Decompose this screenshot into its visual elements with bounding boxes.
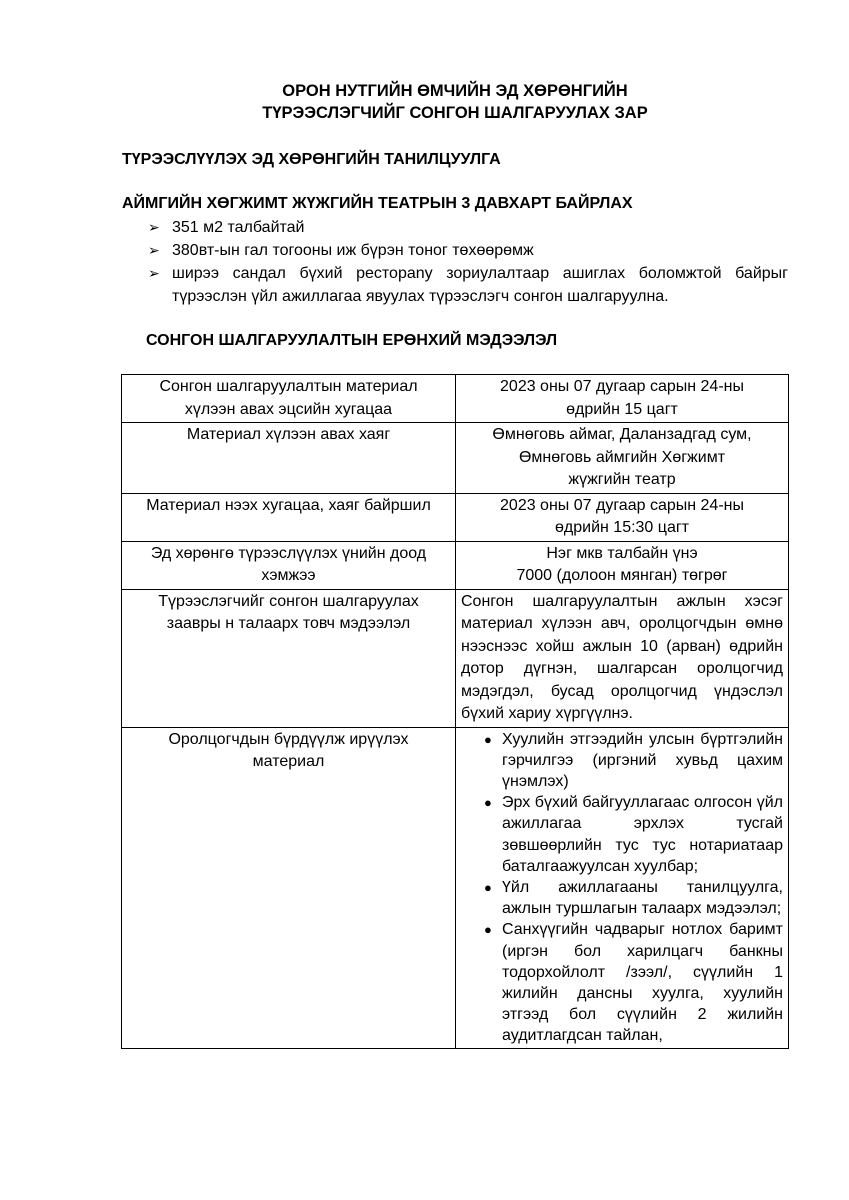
table-cell-value: [456, 727, 789, 1048]
table-row: [122, 493, 789, 541]
arrow-bullet-icon: ➢: [148, 219, 160, 235]
table-row: [122, 589, 789, 727]
cell-line: Сонгон шалгаруулалтын материал: [159, 378, 418, 395]
table-cell-label: [122, 493, 456, 541]
cell-line: 2023 оны 07 дугаар сарын 24-ны: [500, 496, 744, 514]
list-item-text: Эрх бүхий байгууллагаас олгосон үйл ажиллагаа эрхлэх тусгай зөвшөөрлийн тус тус нотариатаар баталгаажуулсан хуулбар;: [502, 794, 783, 875]
arrow-bullet-icon: ➢: [148, 265, 160, 281]
table-cell-value: Сонгон шалгаруулалтын ажлын хэсэг материал хүлээн авч, оролцогчдын өмнө нээснээс хойш ажлын 10 (арван) өдрийн дотор дүгнэн, шалгарсан оролцогчид мэдэгдэл, бусад оролцогчид үндэслэл бүхий хариу хүргүүлнэ.: [456, 589, 789, 727]
required-materials-list: [461, 729, 783, 1047]
table-cell-value: [456, 423, 789, 494]
title-line-1: ОРОН НУТГИЙН ӨМЧИЙН ЭД ХӨРӨНГИЙН: [282, 82, 628, 100]
info-table: [121, 374, 789, 1049]
table-row: [122, 727, 789, 1048]
feature-text: 380вт-ын гал тогооны иж бүрэн тоног төхөөрөмж: [172, 242, 534, 259]
table-cell-label: [122, 727, 456, 1048]
list-item: [484, 919, 783, 1046]
cell-line: Материал нээх хугацаа, хаяг байршил: [146, 496, 431, 514]
feature-list: [148, 216, 788, 308]
cell-line: жүжгийн театр: [568, 471, 676, 488]
title-line-2: ТҮРЭЭСЛЭГЧИЙГ СОНГОН ШАЛГАРУУЛАХ ЗАР: [262, 104, 648, 122]
cell-line: заавры н талаарх товч мэдээлэл: [166, 615, 411, 632]
list-item: [484, 729, 783, 793]
cell-line: Нэг мкв талбайн үнэ: [546, 544, 698, 562]
feature-item: [148, 262, 788, 308]
table-cell-label: [122, 589, 456, 727]
bullet-icon: ●: [484, 879, 492, 895]
table-cell-value: [456, 493, 789, 541]
feature-item: [148, 216, 788, 239]
list-item-text: Хуулийн этгээдийн улсын бүртгэлийн гэрчилгээ (иргэний хувьд цахим үнэмлэх): [502, 730, 783, 790]
table-cell-label: [122, 375, 456, 423]
section-heading-theatre: АЙМГИЙН ХӨГЖИМТ ЖҮЖГИЙН ТЕАТРЫН 3 ДАВХАРТ БАЙРЛАХ: [122, 195, 633, 212]
table-row: [122, 375, 789, 423]
cell-line: Материал хүлээн авах хаяг: [186, 426, 391, 443]
list-item-text: Үйл ажиллагааны танилцуулга, ажлын туршлагын талаарх мэдээлэл;: [502, 878, 783, 918]
table-cell-value: [456, 375, 789, 423]
cell-line: материал: [252, 753, 325, 770]
cell-line: хэмжээ: [261, 567, 316, 584]
table-row: [122, 423, 789, 494]
feature-text: 351 м2 талбайтай: [172, 219, 305, 236]
bullet-icon: ●: [484, 731, 492, 747]
section-heading-general: СОНГОН ШАЛГАРУУЛАЛТЫН ЕРӨНХИЙ МЭДЭЭЛЭЛ: [146, 332, 558, 349]
cell-line: Оролцогчдын бүрдүүлж ирүүлэх: [168, 730, 409, 748]
cell-line: 7000 (долоон мянган) төгрөг: [516, 567, 728, 584]
feature-item: [148, 239, 788, 262]
feature-text: ширээ сандал бүхий ресторany зориулалтаар ашиглах боломжтой байрыг түрээслэн үйл ажиллагаа явуулах түрээслэгч сонгон шалгаруулна.: [172, 265, 788, 305]
list-item: [484, 792, 783, 877]
section-heading-intro: ТҮРЭЭСЛҮҮЛЭХ ЭД ХӨРӨНГИЙН ТАНИЛЦУУЛГА: [122, 151, 501, 168]
cell-line: өдрийн 15 цагт: [566, 400, 678, 418]
cell-line: Түрээслэгчийг сонгон шалгаруулах: [158, 592, 419, 610]
bullet-icon: ●: [484, 922, 492, 938]
arrow-bullet-icon: ➢: [148, 242, 160, 258]
list-item-text: Санхүүгийн чадварыг нотлох баримт (иргэн бол харилцагч банкны тодорхойлолт /зээл/, сүүлийн 1 жилийн дансны хуулга, хуулийн этгээд бол сүүлийн 2 жилийн аудитлагдсан тайлан,: [502, 921, 783, 1045]
list-item: [484, 877, 783, 919]
cell-line: 2023 оны 07 дугаар сарын 24-ны: [500, 378, 744, 395]
cell-line: Өмнөговь аймгийн Хөгжимт: [518, 448, 726, 466]
cell-line: Эд хөрөнгө түрээслүүлэх үнийн доод: [150, 544, 427, 562]
cell-line: хүлээн авах эцсийн хугацаа: [184, 400, 393, 418]
table-cell-label: [122, 423, 456, 494]
table-cell-label: [122, 541, 456, 589]
cell-line: Өмнөговь аймаг, Даланзадгад сум,: [492, 426, 752, 443]
table-cell-value: [456, 541, 789, 589]
document-title: [120, 80, 790, 124]
table-row: [122, 541, 789, 589]
cell-line: өдрийн 15:30 цагт: [555, 519, 689, 536]
bullet-icon: ●: [484, 795, 492, 811]
